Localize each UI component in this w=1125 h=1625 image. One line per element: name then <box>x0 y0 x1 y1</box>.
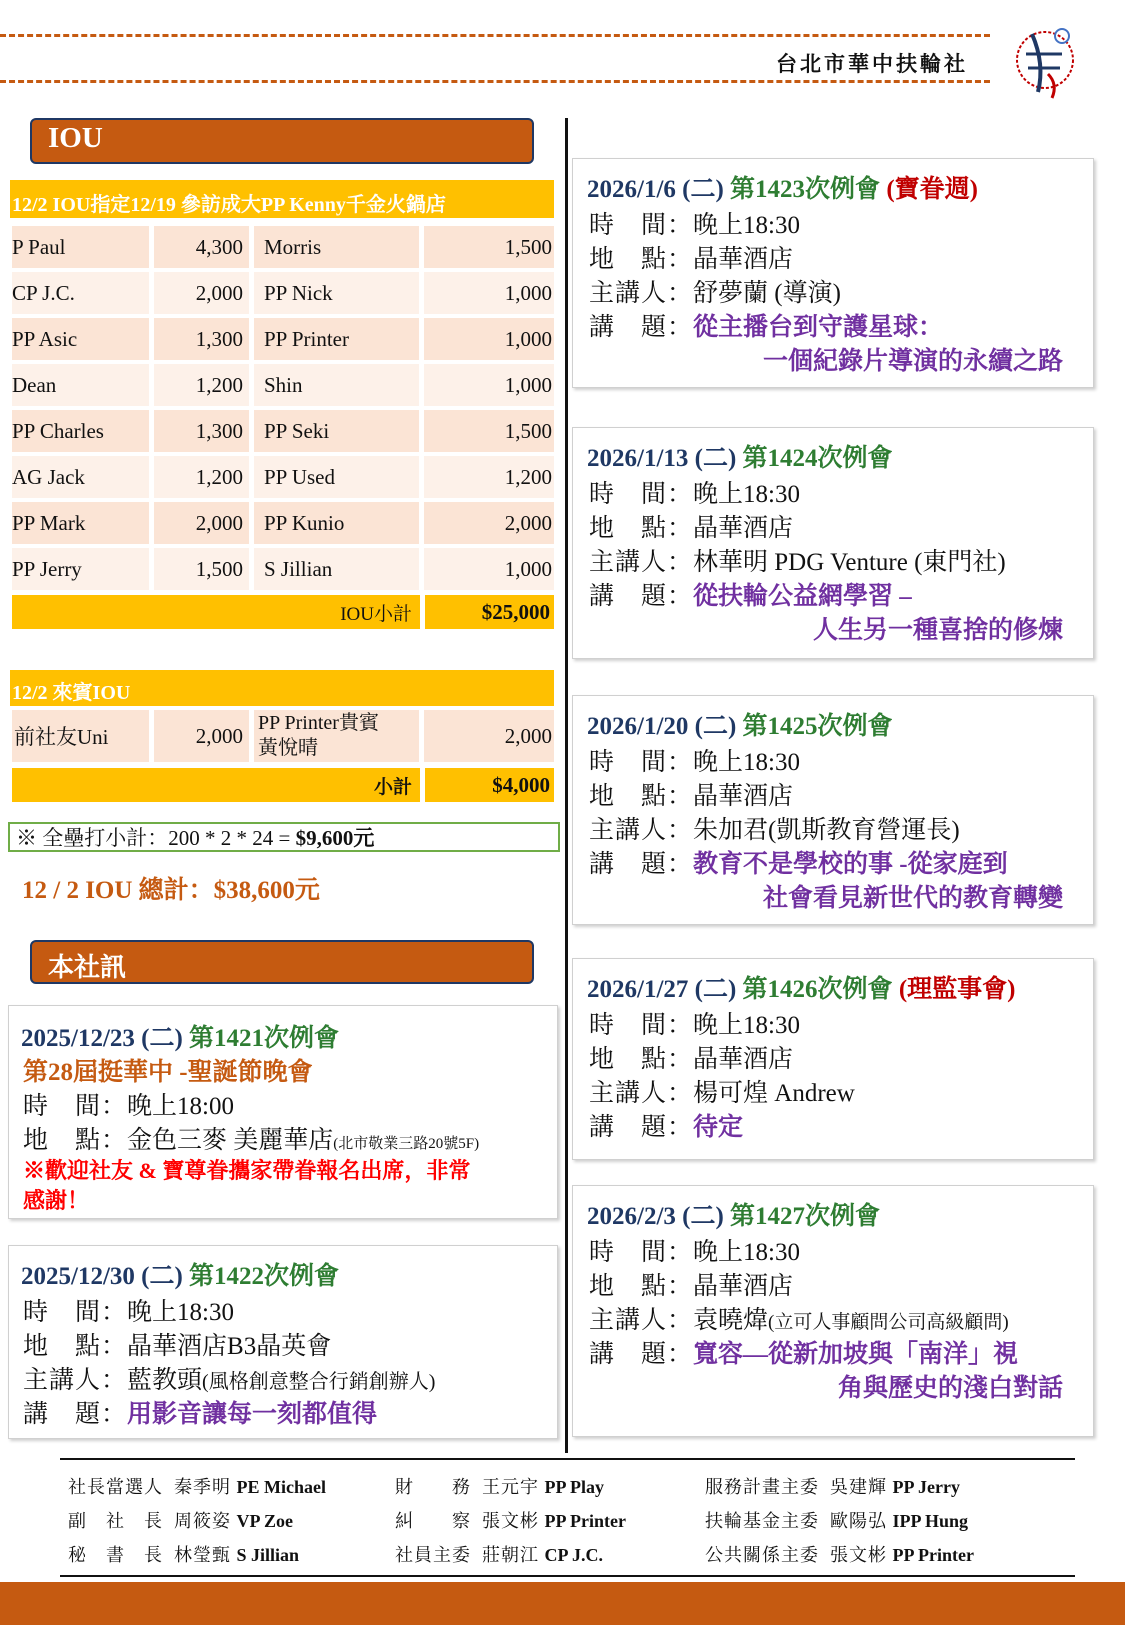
officer-entry <box>705 1473 960 1499</box>
event-card <box>572 695 1094 925</box>
event-speaker <box>589 542 1006 578</box>
speaker-label: 主講人： <box>589 280 694 307</box>
event-number: 第1427次例會 <box>730 1203 881 1230</box>
topic-label: 講 題： <box>589 314 694 341</box>
place-value: 金色三麥 美麗華店 <box>127 1127 334 1154</box>
iou-amount: 1,500 <box>424 410 554 452</box>
event-topic <box>589 844 1008 880</box>
time-label: 時 間： <box>589 212 694 239</box>
iou-donor: PP Used <box>254 456 424 498</box>
iou-donor: S Jillian <box>254 548 424 590</box>
iou-donor: PP Jerry <box>12 548 154 590</box>
event-heading <box>587 969 1015 1005</box>
iou-row <box>12 548 554 590</box>
place-value: 晶華酒店 <box>693 515 794 542</box>
iou-row <box>12 272 554 314</box>
guest-host-amount: 2,000 <box>424 710 554 762</box>
iou-row <box>12 502 554 544</box>
event-speaker <box>589 810 960 846</box>
place-label: 地 點： <box>589 1273 694 1300</box>
time-value: 晚上18:30 <box>127 1299 234 1326</box>
event-time <box>589 1232 800 1268</box>
officer-entry <box>395 1541 603 1567</box>
event-card <box>572 427 1094 659</box>
iou-subtotal-row <box>12 595 554 629</box>
officer-en-name: VP Zoe <box>236 1511 293 1531</box>
iou-amount: 1,000 <box>424 272 554 314</box>
officer-title: 糾 察 <box>395 1511 471 1531</box>
iou-amount: 1,000 <box>424 548 554 590</box>
event-topic-line2: 人生另一種喜捨的修煉 <box>812 617 1063 644</box>
officer-name: 秦季明 <box>174 1477 231 1497</box>
speaker-value: 舒夢蘭 (導演) <box>693 280 841 307</box>
guest-subtotal-row <box>12 768 554 802</box>
iou-amount: 4,300 <box>154 226 254 268</box>
guest-iou-row <box>12 710 554 762</box>
topic-value: 用影音讓每一刻都值得 <box>127 1401 378 1428</box>
place-value: 晶華酒店 <box>693 1046 794 1073</box>
topic-value: 從主播台到守護星球： <box>693 314 944 341</box>
event-date: 2026/1/6 (二) <box>587 176 724 203</box>
officer-entry <box>68 1473 326 1499</box>
time-label: 時 間： <box>23 1093 128 1120</box>
iou-row <box>12 410 554 452</box>
event-number: 第1426次例會 <box>742 976 893 1003</box>
column-divider <box>565 118 568 1453</box>
time-label: 時 間： <box>589 1239 694 1266</box>
guest-subtotal-value: $4,000 <box>492 772 550 797</box>
officer-title: 扶輪基金主委 <box>705 1511 819 1531</box>
iou-donor: PP Nick <box>254 272 424 314</box>
event-number: 第1422次例會 <box>189 1263 340 1290</box>
event-speaker <box>589 1073 855 1109</box>
iou-donor: PP Seki <box>254 410 424 452</box>
officer-title: 財 務 <box>395 1477 471 1497</box>
event-heading <box>21 1256 339 1292</box>
guest-amount: 2,000 <box>154 710 254 762</box>
iou-grand-total: 12 / 2 IOU 總計：$38,600元 <box>22 877 320 904</box>
event-date: 2026/2/3 (二) <box>587 1203 724 1230</box>
homerun-formula: ※ 全壘打小計：200 * 2 * 24 = <box>16 826 291 850</box>
iou-amount: 2,000 <box>424 502 554 544</box>
event-time <box>589 1005 800 1041</box>
event-topic <box>589 1107 743 1143</box>
event-time <box>589 742 800 778</box>
time-value: 晚上18:30 <box>693 1012 800 1039</box>
event-date: 2025/12/30 (二) <box>21 1263 183 1290</box>
officer-entry <box>395 1473 604 1499</box>
event-speaker <box>589 273 841 309</box>
officer-name: 王元宇 <box>482 1477 539 1497</box>
iou-row <box>12 364 554 406</box>
speaker-label: 主講人： <box>23 1367 128 1394</box>
iou-amount: 1,000 <box>424 318 554 360</box>
guest-host-line2: 黃悅晴 <box>258 737 318 759</box>
place-value: 晶華酒店 <box>693 783 794 810</box>
topic-value: 從扶輪公益網學習 – <box>693 583 912 610</box>
officer-en-name: PP Jerry <box>892 1477 960 1497</box>
event-time <box>23 1086 234 1122</box>
event-time <box>589 205 800 241</box>
topic-label: 講 題： <box>589 583 694 610</box>
event-heading <box>587 438 893 474</box>
event-topic <box>23 1394 377 1430</box>
event-date: 2026/1/13 (二) <box>587 445 737 472</box>
officer-title: 服務計畫主委 <box>705 1477 819 1497</box>
footer-bottom-line <box>60 1575 1075 1577</box>
guest-host <box>254 710 424 762</box>
speaker-note: (立可人事顧問公司高級顧問) <box>768 1312 1009 1333</box>
officer-entry <box>705 1507 968 1533</box>
iou-section-header <box>30 118 534 164</box>
topic-label: 講 題： <box>23 1401 128 1428</box>
officer-name: 莊朝江 <box>482 1545 539 1565</box>
place-label: 地 點： <box>589 246 694 273</box>
event-date: 2026/1/27 (二) <box>587 976 737 1003</box>
officer-en-name: IPP Hung <box>892 1511 969 1531</box>
place-label: 地 點： <box>23 1333 128 1360</box>
topic-value: 待定 <box>693 1114 744 1141</box>
place-value: 晶華酒店B3晶英會 <box>127 1333 332 1360</box>
speaker-value: 楊可煌 Andrew <box>693 1080 855 1107</box>
event-place <box>589 1039 793 1075</box>
speaker-value: 藍教頭 <box>127 1367 203 1394</box>
event-subtitle: 第28屆挺華中 -聖誕節晚會 <box>23 1059 313 1086</box>
event-place <box>589 1266 793 1302</box>
event-topic-line2: 一個紀錄片導演的永續之路 <box>762 348 1063 375</box>
iou-donor: Dean <box>12 364 154 406</box>
place-note: (北市敬業三路20號5F) <box>333 1136 480 1152</box>
iou-section-title: IOU <box>48 122 103 154</box>
iou-amount: 1,200 <box>154 364 254 406</box>
officer-name: 周筱姿 <box>174 1511 231 1531</box>
place-value: 晶華酒店 <box>693 246 794 273</box>
officer-title: 公共關係主委 <box>705 1545 819 1565</box>
iou-donor: PP Kunio <box>254 502 424 544</box>
iou-row <box>12 456 554 498</box>
time-value: 晚上18:00 <box>127 1093 234 1120</box>
header-dashed-line-top <box>0 34 990 37</box>
speaker-label: 主講人： <box>589 549 694 576</box>
iou-amount: 1,200 <box>154 456 254 498</box>
officer-en-name: PP Play <box>544 1477 604 1497</box>
officer-name: 林瑩甄 <box>174 1545 231 1565</box>
bottom-bar <box>0 1582 1125 1625</box>
event-topic <box>589 576 912 612</box>
club-logo-icon <box>1012 14 1078 106</box>
event-time <box>589 474 800 510</box>
iou-amount: 1,500 <box>424 226 554 268</box>
guest-subtotal-label: 小計 <box>12 768 425 802</box>
event-heading <box>587 706 893 742</box>
iou-amount: 2,000 <box>154 502 254 544</box>
event-topic <box>589 307 943 343</box>
time-label: 時 間： <box>23 1299 128 1326</box>
event-speaker <box>23 1360 435 1396</box>
topic-label: 講 題： <box>589 1341 694 1368</box>
officer-name: 歐陽弘 <box>830 1511 887 1531</box>
homerun-subtotal <box>8 822 560 852</box>
event-card-1422 <box>8 1245 558 1439</box>
guest-iou-title <box>10 670 554 706</box>
iou-subtotal-value: $25,000 <box>481 599 550 624</box>
event-place <box>23 1326 331 1362</box>
officer-name: 張文彬 <box>482 1511 539 1531</box>
iou-donor: PP Charles <box>12 410 154 452</box>
iou-donor: Shin <box>254 364 424 406</box>
topic-label: 講 題： <box>589 851 694 878</box>
officer-entry <box>395 1507 626 1533</box>
homerun-value: $9,600元 <box>295 826 375 850</box>
event-card <box>572 958 1094 1160</box>
event-place <box>589 508 793 544</box>
event-heading <box>587 169 978 205</box>
officer-name: 吳建輝 <box>830 1477 887 1497</box>
event-time <box>23 1292 234 1328</box>
officer-title: 秘 書 長 <box>68 1545 163 1565</box>
time-value: 晚上18:30 <box>693 212 800 239</box>
officer-en-name: CP J.C. <box>544 1545 603 1565</box>
event-number: 第1424次例會 <box>742 445 893 472</box>
time-label: 時 間： <box>589 749 694 776</box>
place-value: 晶華酒店 <box>693 1273 794 1300</box>
time-value: 晚上18:30 <box>693 481 800 508</box>
event-date: 2026/1/20 (二) <box>587 713 737 740</box>
event-card <box>572 1185 1094 1437</box>
event-heading <box>587 1196 880 1232</box>
place-label: 地 點： <box>23 1127 128 1154</box>
time-label: 時 間： <box>589 481 694 508</box>
topic-value: 教育不是學校的事 -從家庭到 <box>693 851 1008 878</box>
iou-amount: 1,000 <box>424 364 554 406</box>
event-topic <box>589 1334 1018 1370</box>
iou-amount: 1,300 <box>154 318 254 360</box>
officer-title: 社員主委 <box>395 1545 471 1565</box>
event-number: 第1421次例會 <box>189 1025 340 1052</box>
event-note: ※歡迎社友 & 寶尊眷攜家帶眷報名出席，非常 <box>23 1158 471 1183</box>
iou-donor: P Paul <box>12 226 154 268</box>
event-topic-line2: 社會看見新世代的教育轉變 <box>762 885 1063 912</box>
iou-donor: CP J.C. <box>12 272 154 314</box>
officer-title: 副 社 長 <box>68 1511 163 1531</box>
club-news-section-header <box>30 940 534 984</box>
event-speaker <box>589 1300 1009 1336</box>
iou-donor: PP Asic <box>12 318 154 360</box>
event-place <box>589 776 793 812</box>
iou-table-title <box>10 180 554 218</box>
speaker-label: 主講人： <box>589 1307 694 1334</box>
topic-label: 講 題： <box>589 1114 694 1141</box>
speaker-value: 林華明 PDG Venture (東門社) <box>693 549 1006 576</box>
iou-table-title-text: 12/2 IOU指定12/19 參訪成大PP Kenny千金火鍋店 <box>12 194 446 216</box>
guest-host-line1: PP Printer貴賓 <box>258 712 379 734</box>
speaker-note: (風格創意整合行銷創辦人) <box>202 1371 436 1393</box>
place-label: 地 點： <box>589 515 694 542</box>
iou-row <box>12 226 554 268</box>
iou-amount: 1,300 <box>154 410 254 452</box>
speaker-value: 朱加君(凱斯教育營運長) <box>693 817 960 844</box>
iou-amount: 1,500 <box>154 548 254 590</box>
event-tag: (寶眷週) <box>886 176 978 203</box>
iou-amount: 1,200 <box>424 456 554 498</box>
footer-top-line <box>60 1458 1075 1460</box>
place-label: 地 點： <box>589 783 694 810</box>
officer-en-name: PE Michael <box>236 1477 326 1497</box>
iou-row <box>12 318 554 360</box>
guest-name: 前社友Uni <box>12 710 154 762</box>
event-number: 第1425次例會 <box>742 713 893 740</box>
time-value: 晚上18:30 <box>693 749 800 776</box>
event-place <box>23 1120 479 1156</box>
event-card <box>572 158 1094 388</box>
officer-name: 張文彬 <box>830 1545 887 1565</box>
officer-en-name: S Jillian <box>236 1545 300 1565</box>
time-value: 晚上18:30 <box>693 1239 800 1266</box>
event-date: 2025/12/23 (二) <box>21 1025 183 1052</box>
header-dashed-line-bottom <box>0 80 990 83</box>
club-name: 台北市華中扶輪社 <box>776 52 968 76</box>
officer-entry <box>68 1507 293 1533</box>
place-label: 地 點： <box>589 1046 694 1073</box>
speaker-label: 主講人： <box>589 817 694 844</box>
topic-value: 寬容—從新加坡與「南洋」視 <box>693 1341 1019 1368</box>
event-topic-line2: 角與歷史的淺白對話 <box>837 1375 1063 1402</box>
event-note-line2: 感謝！ <box>23 1188 90 1213</box>
event-heading <box>21 1018 339 1054</box>
officer-title: 社長當選人 <box>68 1477 163 1497</box>
speaker-label: 主講人： <box>589 1080 694 1107</box>
iou-donor: PP Mark <box>12 502 154 544</box>
event-tag: (理監事會) <box>898 976 1016 1003</box>
event-number: 第1423次例會 <box>730 176 881 203</box>
iou-amount: 2,000 <box>154 272 254 314</box>
speaker-value: 袁曉煒 <box>693 1307 769 1334</box>
club-news-section-title: 本社訊 <box>48 953 127 982</box>
officer-entry <box>68 1541 299 1567</box>
time-label: 時 間： <box>589 1012 694 1039</box>
iou-subtotal-label: IOU小計 <box>12 595 425 629</box>
iou-donor: Morris <box>254 226 424 268</box>
officer-en-name: PP Printer <box>544 1511 626 1531</box>
guest-iou-title-text: 12/2 來賓IOU <box>12 682 131 704</box>
iou-donor: AG Jack <box>12 456 154 498</box>
iou-donor: PP Printer <box>254 318 424 360</box>
officer-en-name: PP Printer <box>892 1545 974 1565</box>
officer-entry <box>705 1541 974 1567</box>
event-card-1421 <box>8 1005 558 1219</box>
event-place <box>589 239 793 275</box>
